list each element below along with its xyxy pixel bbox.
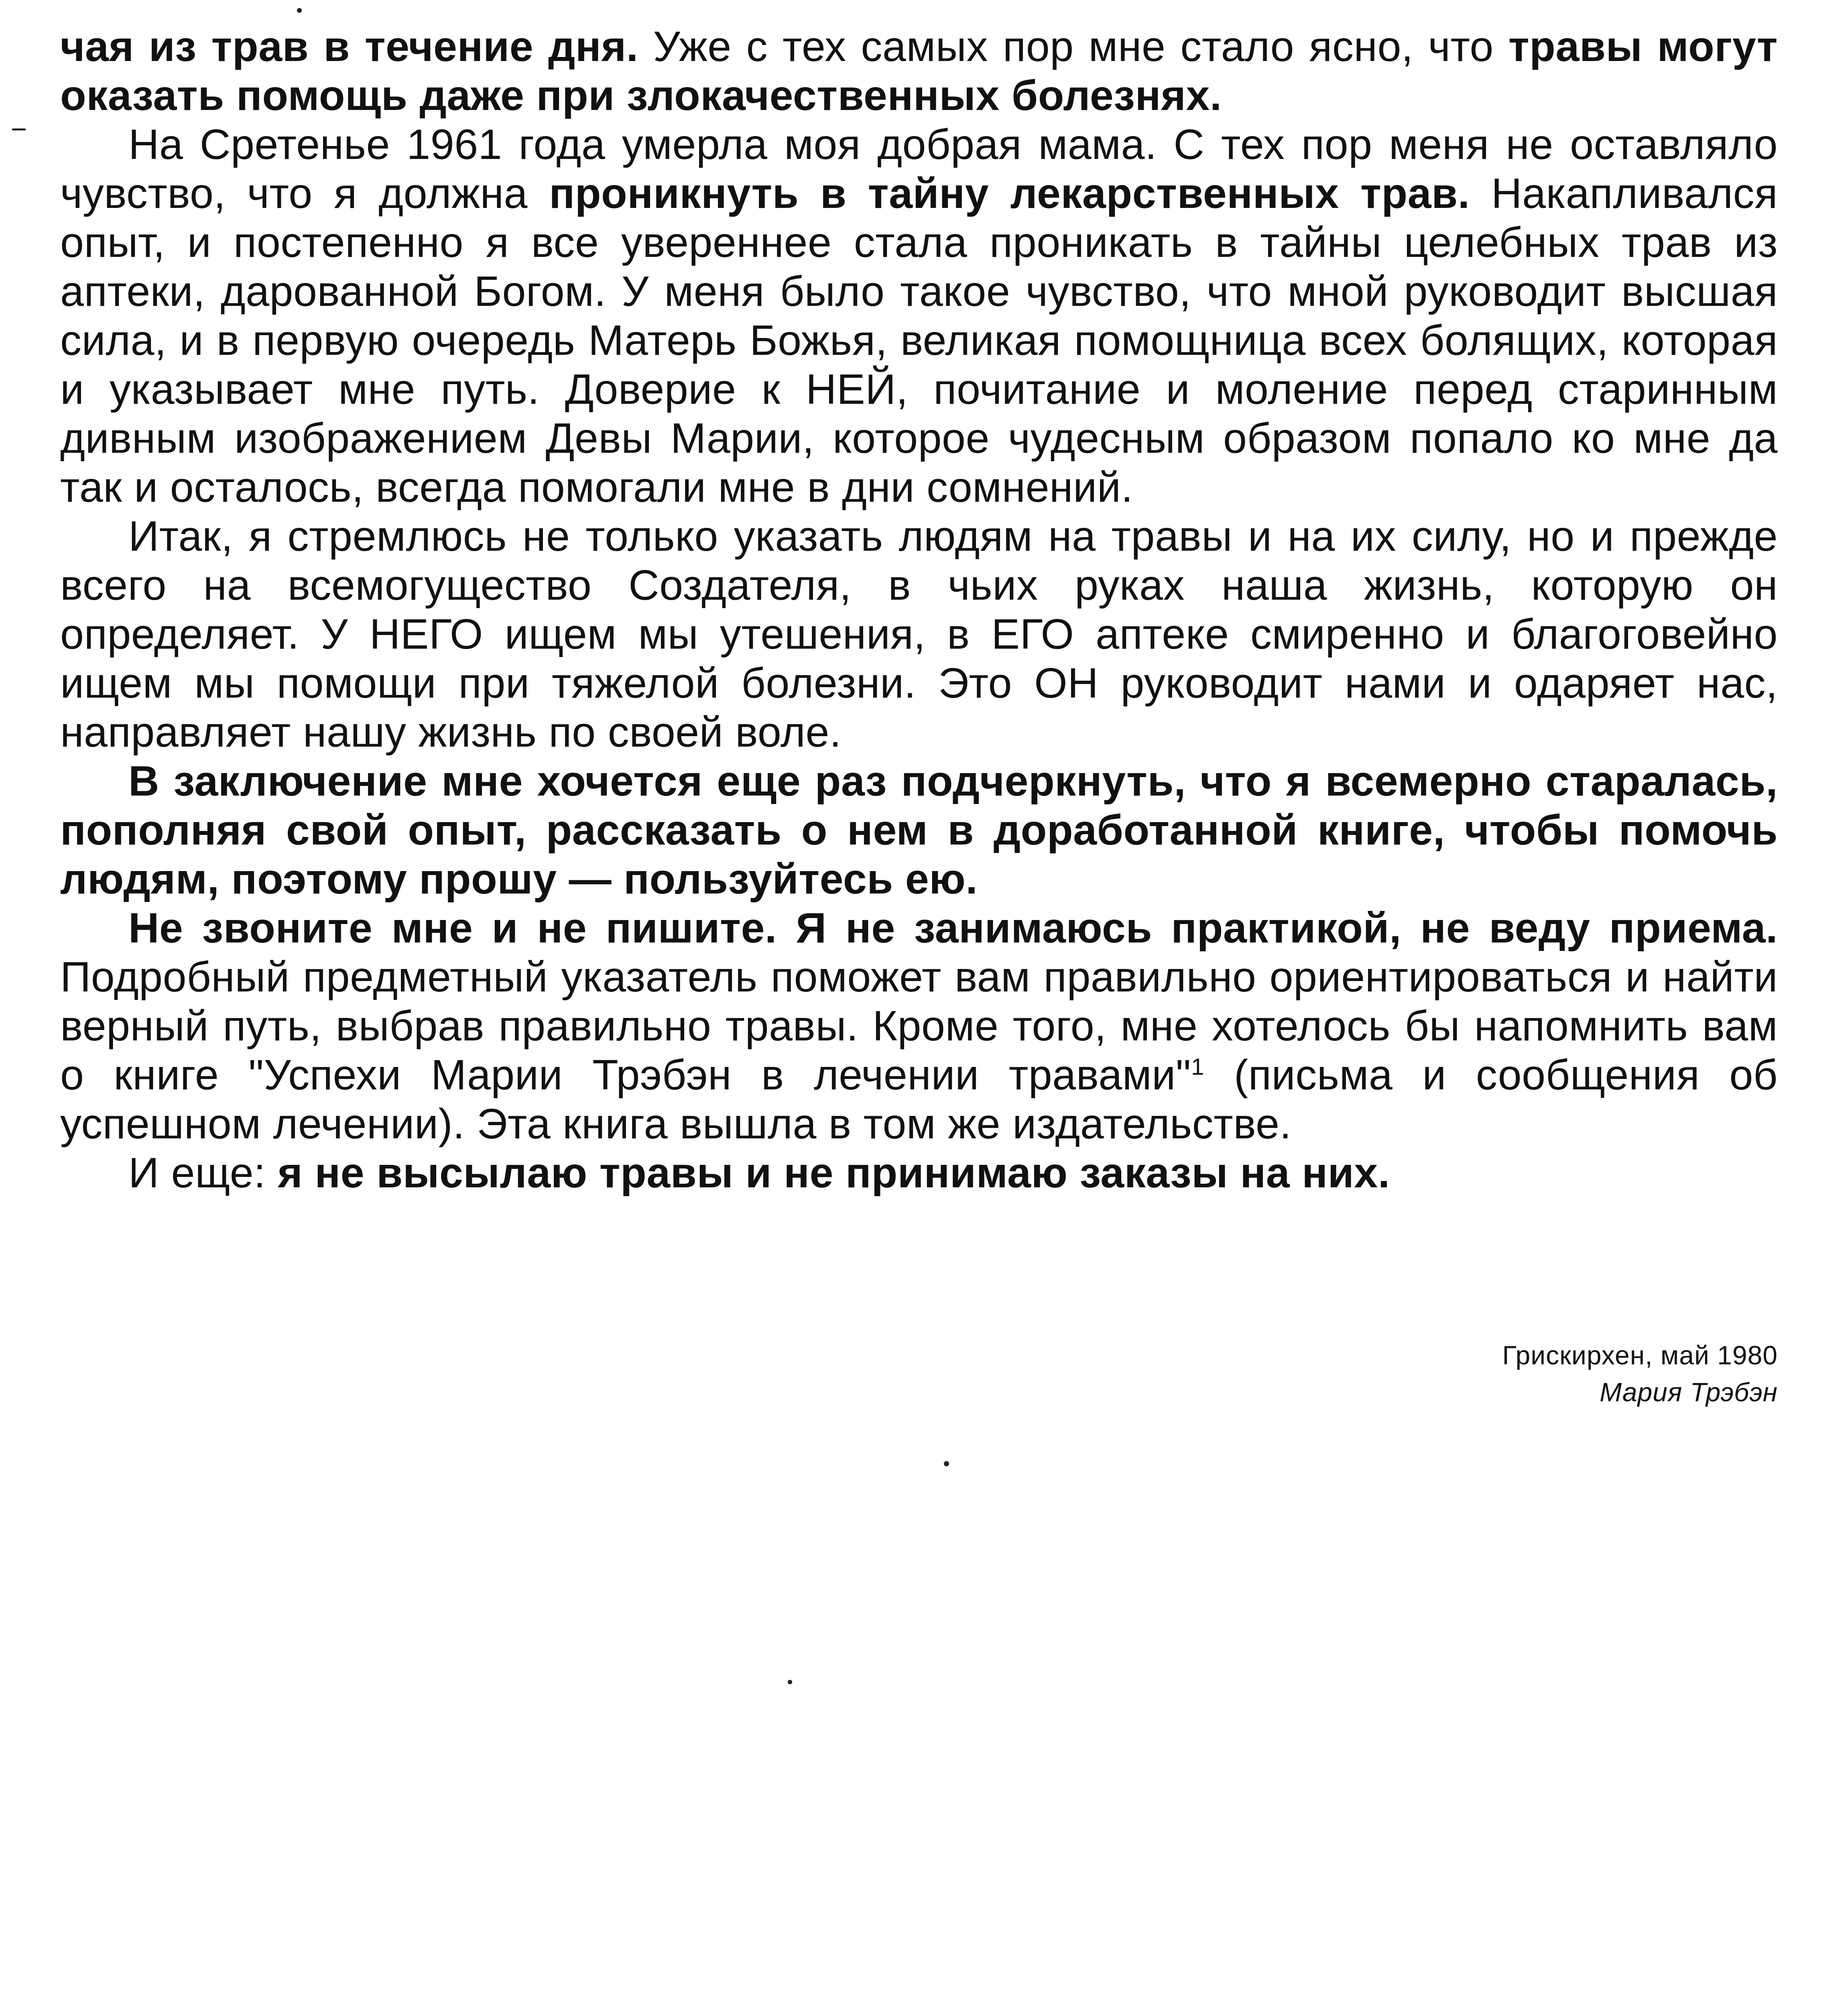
paragraph-4: В заключение мне хочется еще раз подчеркнуть, что я всемерно старалась, пополняя свой опыт, рассказать о нем в доработанной книге, чтобы помочь людям, поэтому прошу — пользуйтесь ею. [60, 757, 1778, 903]
paragraph-2-bold: проникнуть в тайну лекарственных трав. [549, 170, 1470, 217]
paragraph-1-bold-end: травы могут оказать помощь даже при злокачественных болезнях. [60, 23, 1778, 119]
scan-speck [297, 8, 302, 13]
footnote-reference: 1 [1191, 1054, 1204, 1080]
paragraph-6 [60, 1148, 1778, 1197]
paragraph-6-text: И еще: [128, 1149, 278, 1197]
paragraph-5 [60, 904, 1778, 1148]
paragraph-1-bold-start: чая из трав в течение дня. [60, 23, 638, 70]
paragraph-3: Итак, я стремлюсь не только указать людям на травы и на их силу, но и прежде всего на всемогущество Создателя, в чьих руках наша жизнь, которую он определяет. У НЕГО ищем мы утешения, в ЕГО аптеке смиренно и благоговейно ищем мы помощи при тяжелой болезни. Это ОН руководит нами и одаряет нас, направляет нашу жизнь по своей воле. [60, 513, 1778, 756]
paragraph-5-text: Подробный предметный указатель поможет вам правильно ориентироваться и найти верный путь, выбрав правильно травы. Кроме того, мне хотелось бы напомнить вам о книге "Успехи Марии Трэбэн в лечении травами" [60, 953, 1778, 1099]
scan-speck [788, 1680, 792, 1684]
paragraph-5-text-end: (письма и сообщения об успешном лечении). Эта книга вышла в том же издательстве. [60, 1051, 1778, 1148]
paragraph-1 [60, 22, 1778, 120]
paragraph-2 [60, 120, 1778, 512]
paragraph-6-bold: я не высылаю травы и не принимаю заказы на них. [277, 1149, 1390, 1197]
paragraph-5-bold: Не звоните мне и не пишите. Я не занимаюсь практикой, не веду приема. [128, 904, 1778, 952]
signature-author: Мария Трэбэн [1600, 1377, 1778, 1407]
signature-block [1502, 1337, 1778, 1411]
paragraph-1-text: Уже с тех самых пор мне стало ясно, что [638, 23, 1508, 70]
scan-speck [12, 128, 26, 130]
paragraph-2-text-end: Накапливался опыт, и постепенно я все увереннее стала проникать в тайны целебных трав из аптеки, дарованной Богом. У меня было такое чувство, что мной руководит высшая сила, и в первую очередь Матерь Божья, великая помощница всех болящих, которая и указывает мне путь. Доверие к НЕЙ, почитание и моление перед старинным дивным изображением Девы Марии, которое чудесным образом попало ко мне да так и осталось, всегда помогали мне в дни сомнений. [60, 170, 1778, 511]
main-text [60, 22, 1778, 1197]
paragraph-2-text-start: На Сретенье 1961 года умерла моя добрая мама. С тех пор меня не оставляло чувство, что я должна [60, 121, 1778, 217]
scan-speck [944, 1461, 949, 1466]
signature-place-date: Грискирхен, май 1980 [1502, 1340, 1778, 1370]
